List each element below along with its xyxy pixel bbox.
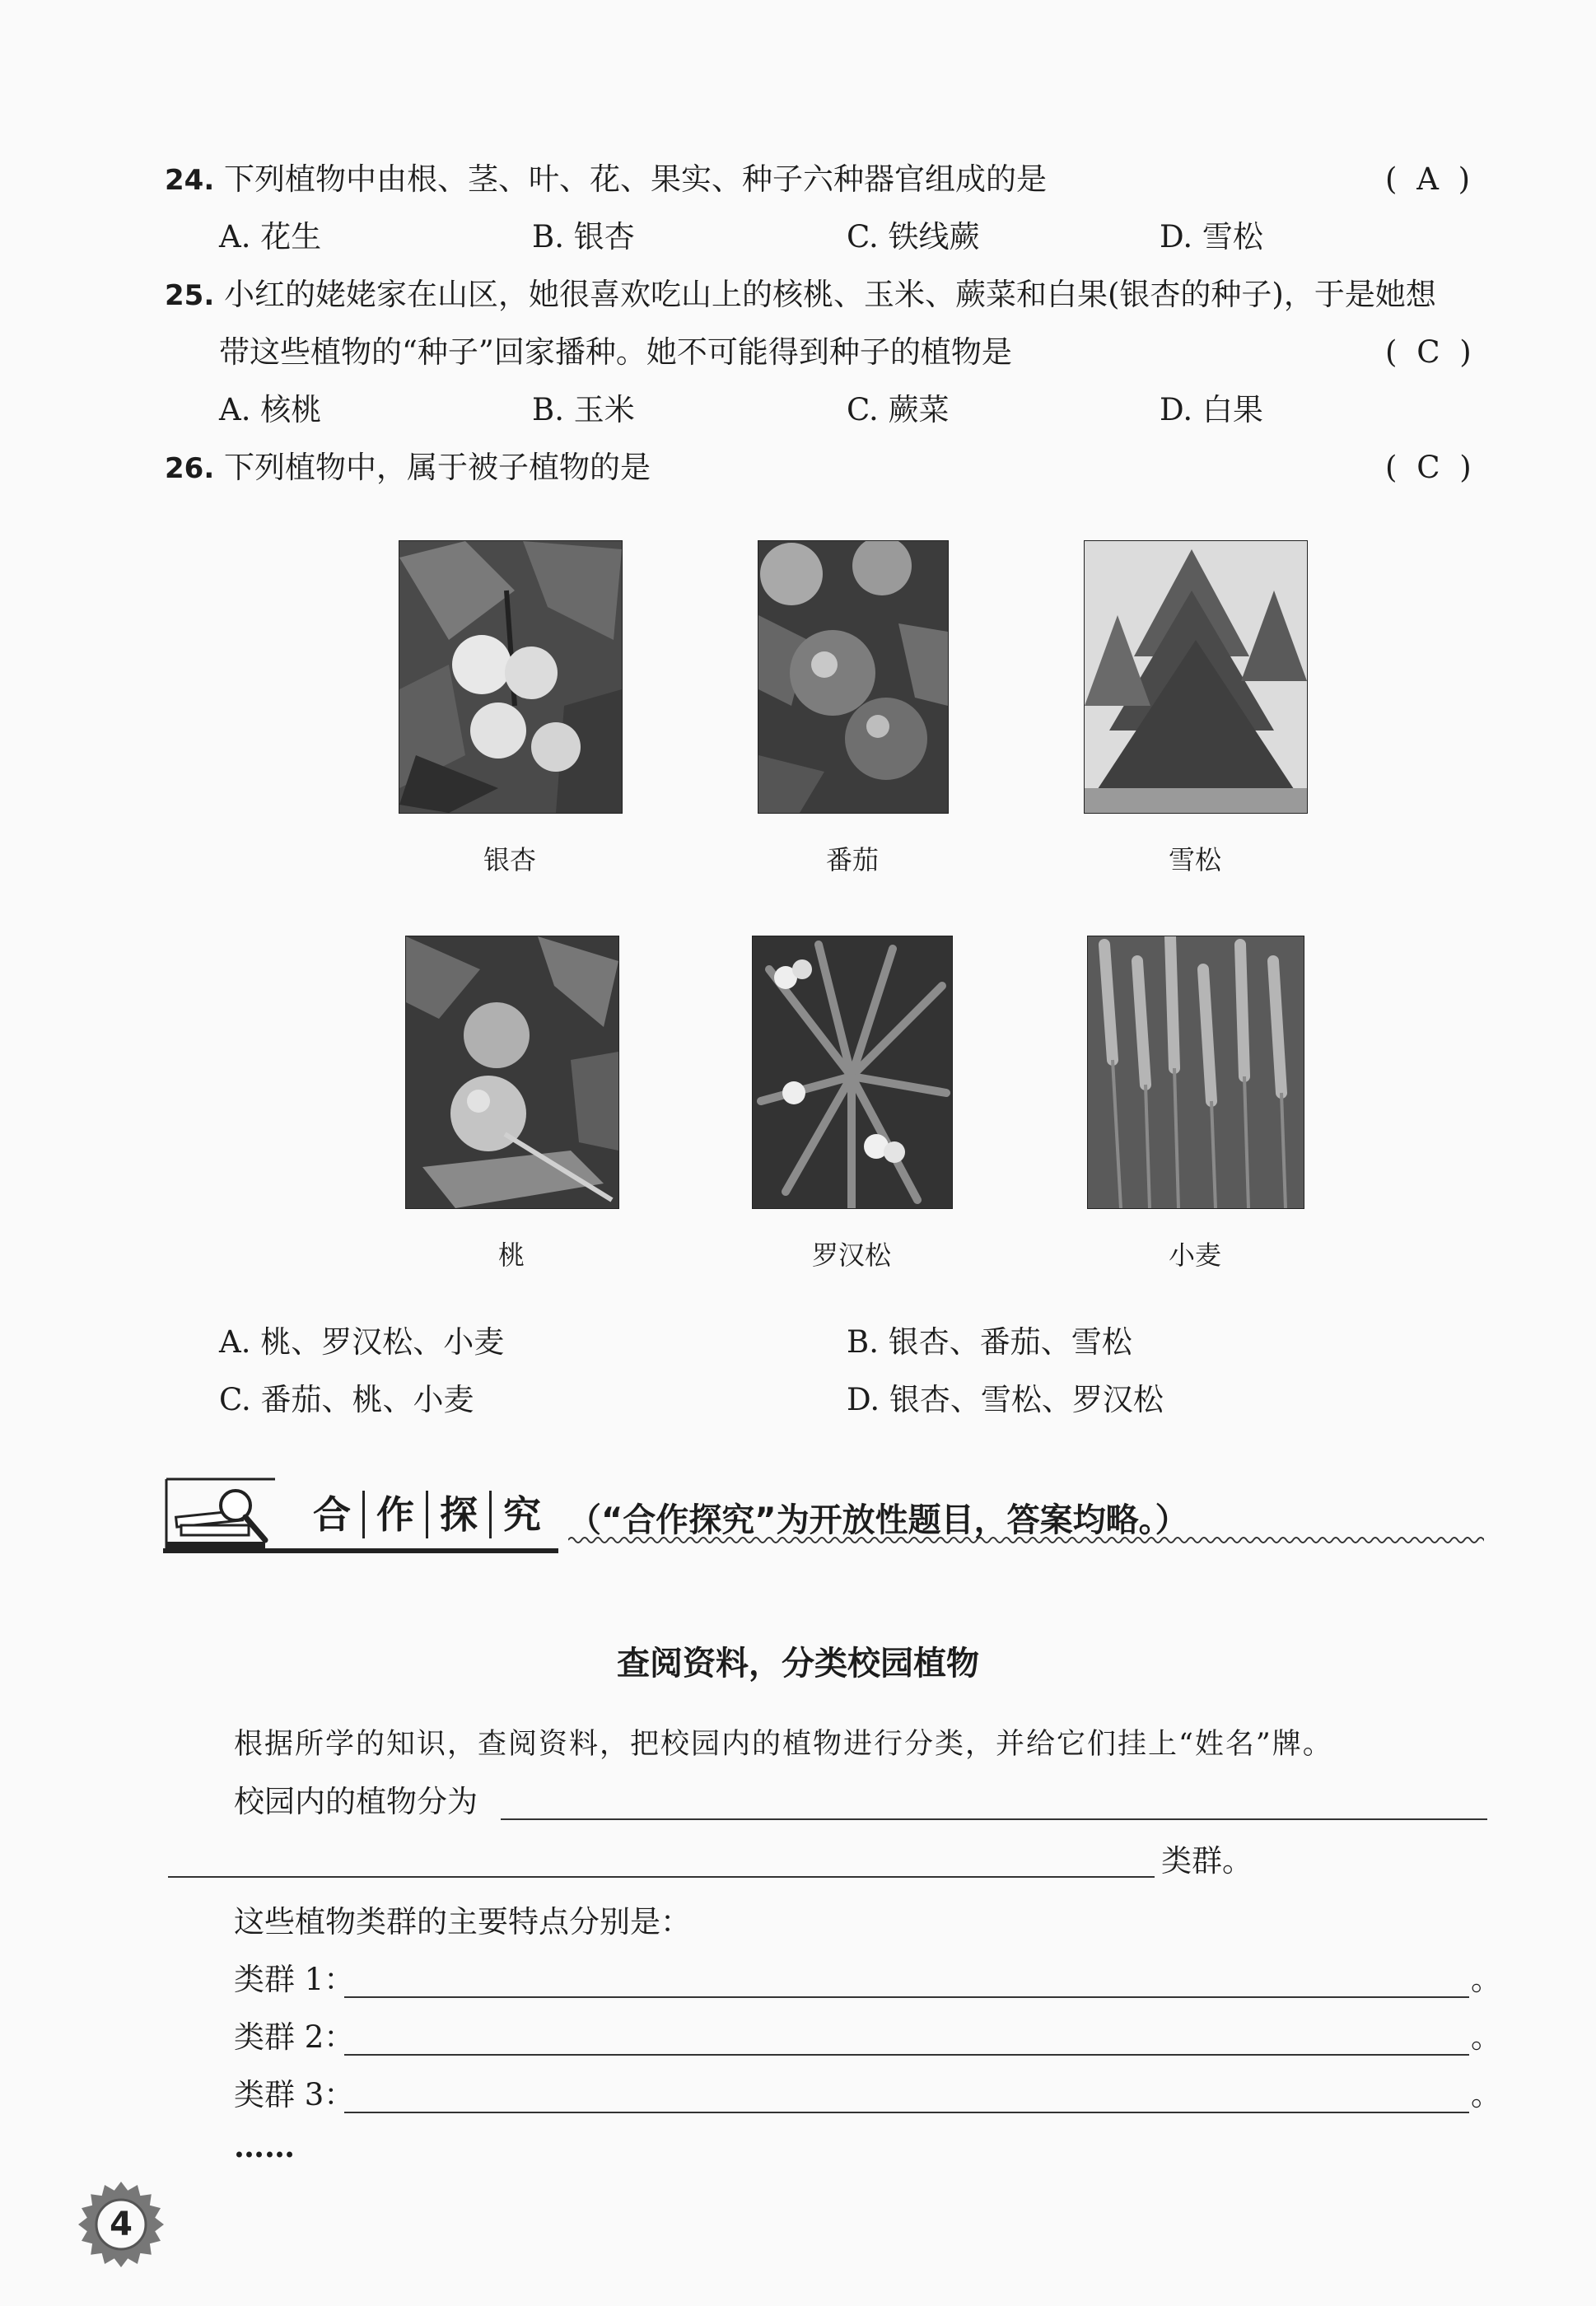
activity-intro: 根据所学的知识，查阅资料，把校园内的植物进行分类，并给它们挂上“姓名”牌。: [234, 1728, 1333, 1761]
option-24-d: D. 雪松: [1160, 219, 1263, 254]
group-1-period: 。: [1471, 1962, 1501, 1997]
caption-tomato: 番茄: [825, 844, 879, 875]
section-underline: [163, 1548, 558, 1553]
option-24-b: B. 银杏: [532, 219, 635, 254]
answer-26: ( C ): [1385, 450, 1477, 485]
option-25-c: C. 蕨菜: [847, 392, 950, 427]
group-3-label: 类群 3：: [234, 2077, 355, 2112]
question-26: [165, 448, 651, 488]
question-24: [165, 160, 1047, 200]
caption-wheat: 小麦: [1168, 1239, 1221, 1271]
caption-peach: 桃: [497, 1239, 525, 1271]
question-stem-line1: 小红的姥姥家在山区，她很喜欢吃山上的核桃、玉米、蕨菜和白果(银杏的种子)，于是她想: [224, 277, 1436, 312]
caption-cedar: 雪松: [1168, 844, 1221, 875]
section-char: 合: [301, 1491, 365, 1538]
caption-ginkgo: 银杏: [483, 844, 536, 875]
option-24-c: C. 铁线蕨: [847, 219, 980, 254]
section-title: [301, 1491, 553, 1538]
question-25: [165, 275, 1436, 315]
activity-title: 查阅资料，分类校园植物: [617, 1645, 979, 1683]
group-3-period: 。: [1471, 2077, 1501, 2112]
section-char: 究: [503, 1492, 541, 1537]
group-2-blank[interactable]: [344, 2054, 1469, 2056]
group-3-blank[interactable]: [344, 2112, 1469, 2113]
group-2-period: 。: [1471, 2019, 1501, 2055]
section-note: （“合作探究”为开放性题目，答案均略。）: [568, 1501, 1188, 1539]
ginkgo-photo: [399, 540, 623, 814]
question-number: 26.: [165, 452, 215, 485]
group-1-blank[interactable]: [344, 1996, 1469, 1998]
question-number: 24.: [165, 164, 215, 197]
blank-line-2[interactable]: [168, 1876, 1155, 1878]
option-26-c: C. 番茄、桃、小麦: [219, 1382, 474, 1417]
wheat-photo: [1087, 936, 1304, 1209]
blank-line-1[interactable]: [501, 1818, 1487, 1820]
answer-24: ( A ): [1385, 161, 1476, 197]
page-number-badge: [76, 2179, 166, 2270]
tomato-photo: [758, 540, 949, 814]
question-stem: 下列植物中，属于被子植物的是: [224, 450, 651, 485]
group-2-label: 类群 2：: [234, 2019, 355, 2055]
line1-prefix: 校园内的植物分为: [234, 1784, 478, 1819]
page-number: 4: [110, 2206, 133, 2243]
option-26-b: B. 银杏、番茄、雪松: [847, 1324, 1132, 1360]
option-25-d: D. 白果: [1160, 392, 1263, 427]
option-26-a: A. 桃、罗汉松、小麦: [219, 1324, 505, 1360]
podocarpus-photo: [752, 936, 953, 1209]
option-25-b: B. 玉米: [532, 392, 635, 427]
group-1-label: 类群 1：: [234, 1962, 355, 1997]
section-char: 作: [365, 1491, 428, 1538]
caption-podocarpus: 罗汉松: [811, 1239, 891, 1271]
books-magnifier-icon: [163, 1476, 278, 1552]
wavy-rule: [568, 1533, 1484, 1547]
cedar-photo: [1084, 540, 1308, 814]
ellipsis: ……: [234, 2128, 295, 2164]
option-26-d: D. 银杏、雪松、罗汉松: [847, 1382, 1164, 1417]
option-25-a: A. 核桃: [219, 392, 322, 427]
option-24-a: A. 花生: [219, 219, 322, 254]
question-stem: 下列植物中由根、茎、叶、花、果实、种子六种器官组成的是: [224, 161, 1047, 197]
section-char: 探: [428, 1491, 492, 1538]
features-intro: 这些植物类群的主要特点分别是：: [234, 1904, 691, 1940]
peach-photo: [405, 936, 619, 1209]
line2-suffix: 类群。: [1161, 1843, 1253, 1879]
question-stem-line2: 带这些植物的“种子”回家播种。她不可能得到种子的植物是: [219, 334, 1012, 370]
question-number: 25.: [165, 279, 215, 312]
answer-25: ( C ): [1385, 334, 1477, 370]
